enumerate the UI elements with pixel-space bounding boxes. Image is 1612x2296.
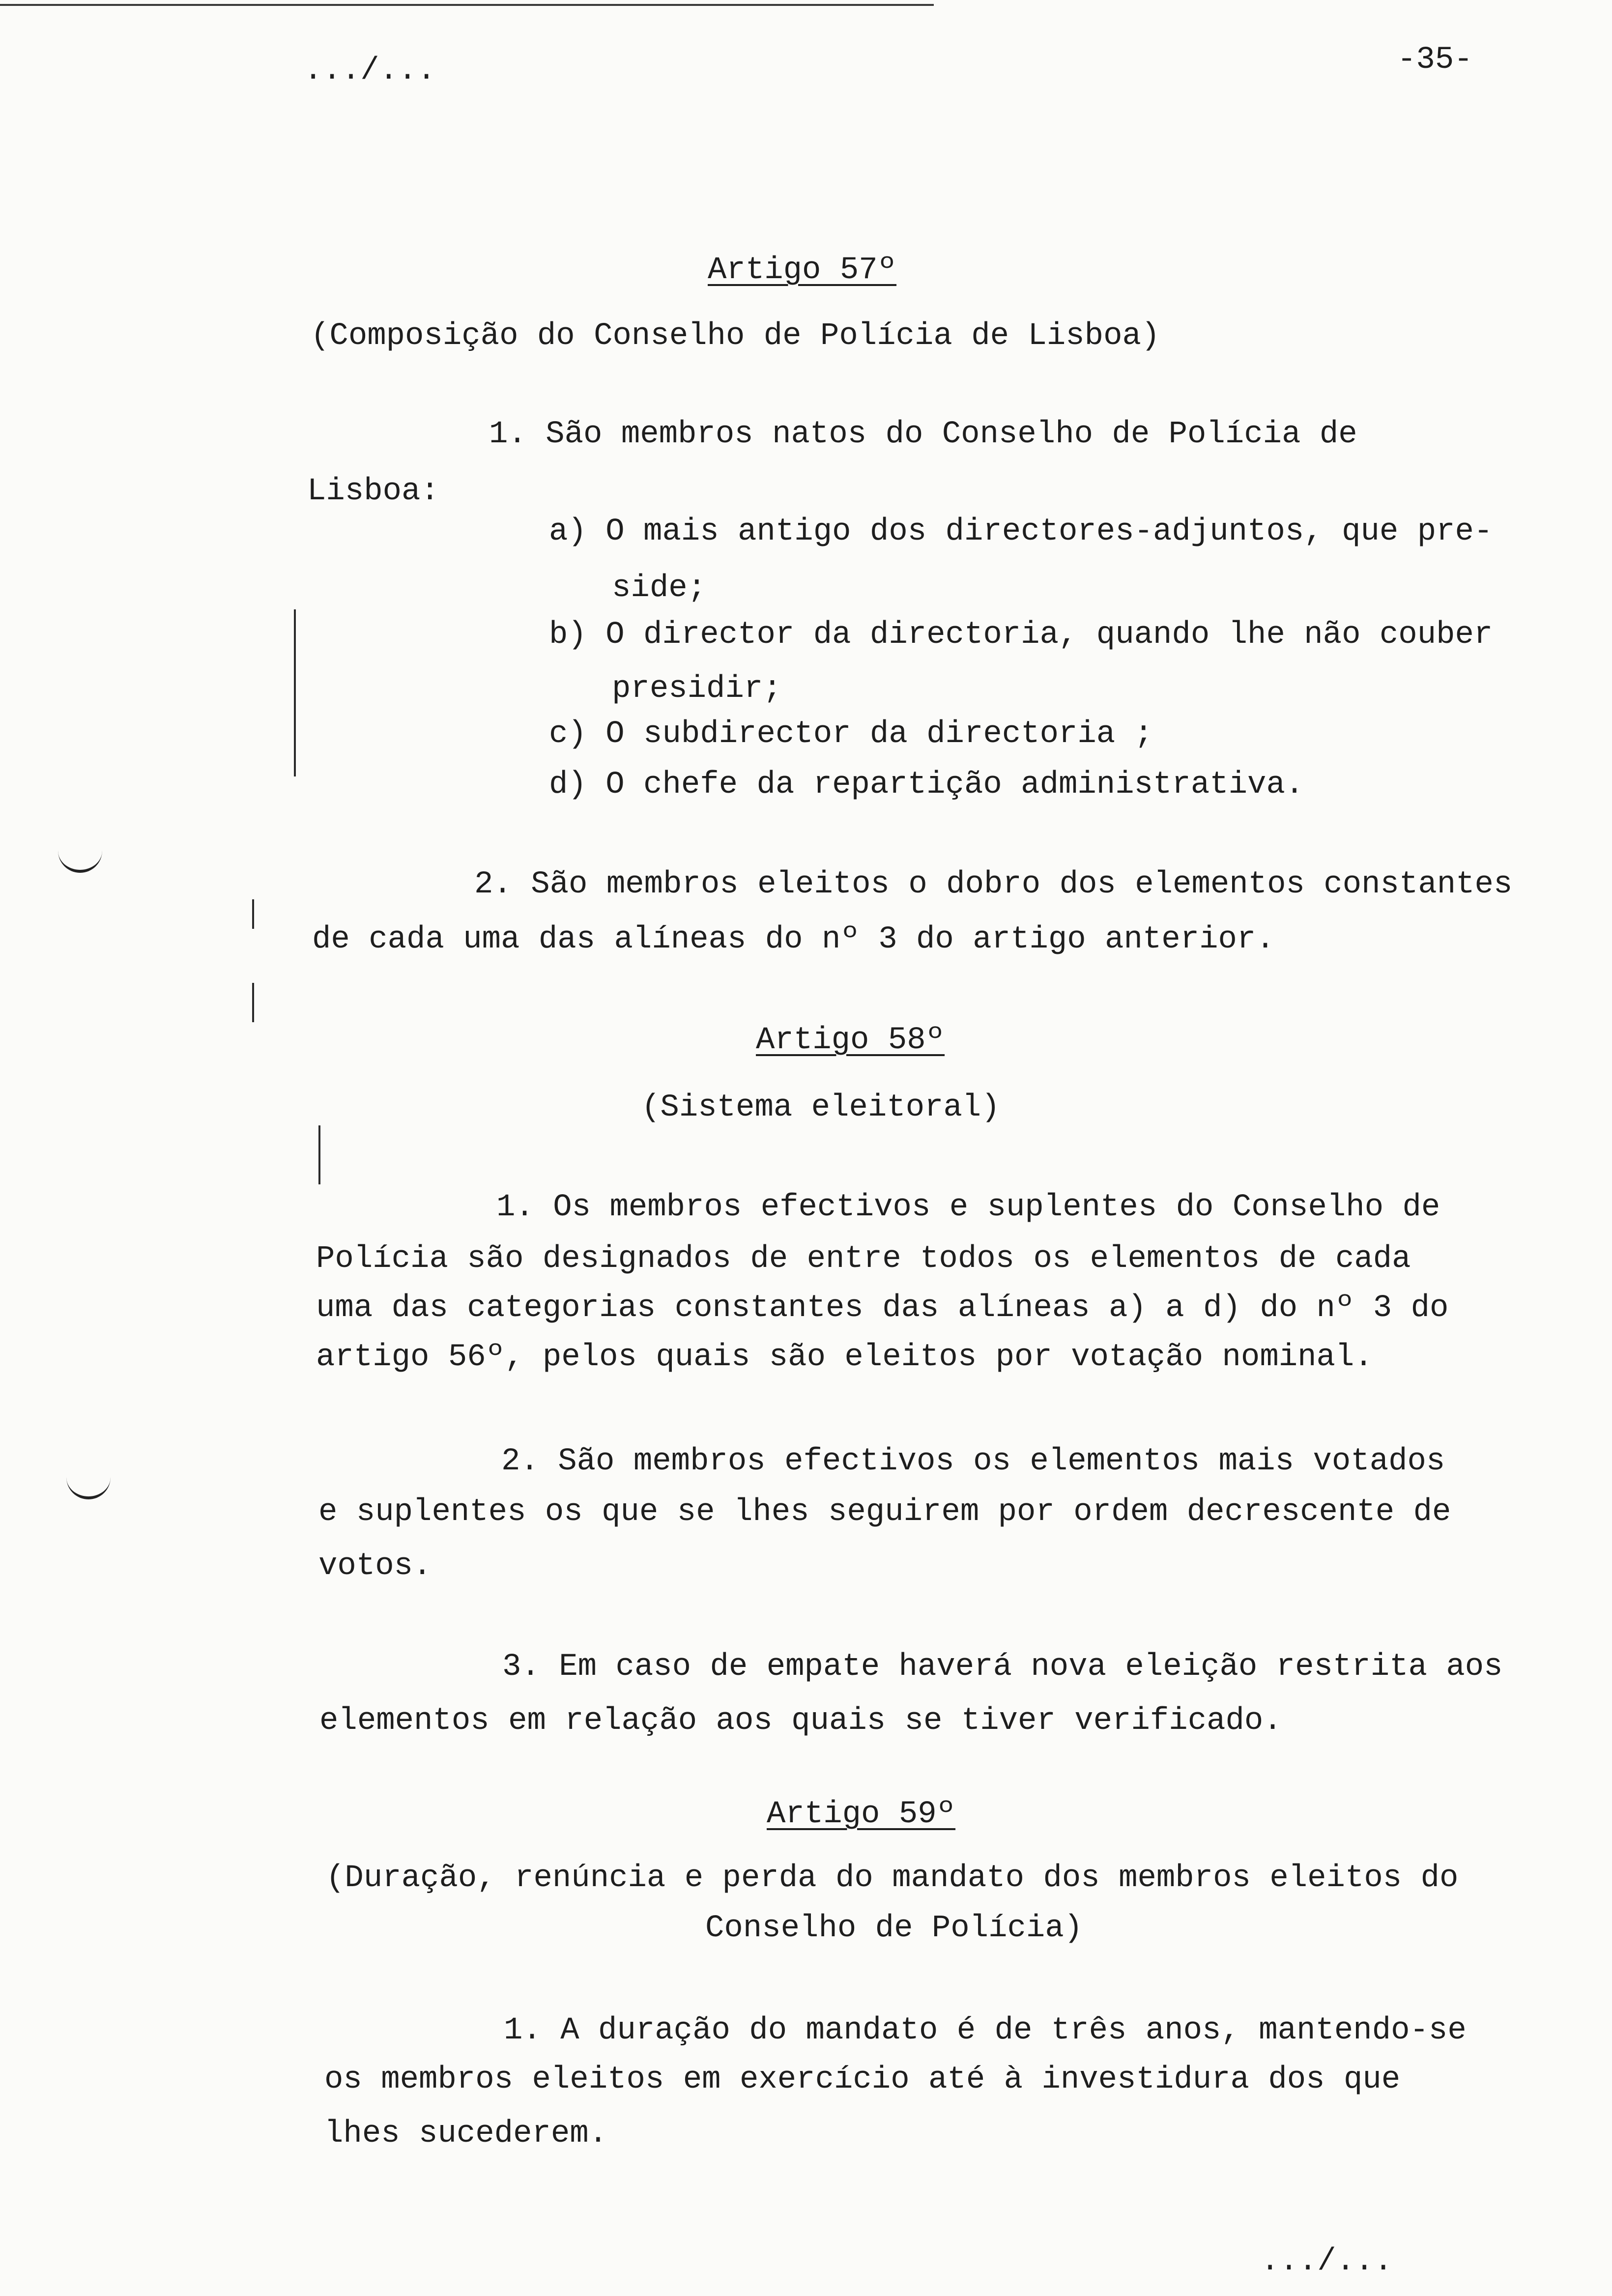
article-58-p1-line1: 1. Os membros efectivos e suplentes do Conselho de xyxy=(496,1190,1440,1225)
margin-arc xyxy=(58,845,102,873)
article-58-title: Artigo 58º xyxy=(756,1023,945,1058)
article-58-p1-line4: artigo 56º, pelos quais são eleitos por votação nominal. xyxy=(316,1340,1373,1375)
margin-bar xyxy=(294,609,296,776)
article-59-p1-line2: os membros eleitos em exercício até à investidura dos que xyxy=(324,2062,1401,2097)
article-58-p3-line2: elementos em relação aos quais se tiver verificado. xyxy=(319,1703,1282,1739)
article-57-item-a-line2: side; xyxy=(612,571,707,606)
article-58-p3-line1: 3. Em caso de empate haverá nova eleição restrita aos xyxy=(502,1649,1503,1685)
article-57-item-d: d) O chefe da repartição administrativa. xyxy=(549,767,1304,803)
article-58-subtitle: (Sistema eleitoral) xyxy=(641,1090,1000,1125)
article-59-p1-line3: lhes sucederem. xyxy=(324,2116,608,2152)
article-58-p2-line2: e suplentes os que se lhes seguirem por ordem decrescente de xyxy=(318,1494,1451,1530)
article-57-item-c: c) O subdirector da directoria ; xyxy=(549,717,1153,752)
article-57-item-a-line1: a) O mais antigo dos directores-adjuntos, que pre- xyxy=(549,514,1493,549)
margin-bar xyxy=(318,1125,320,1184)
header-continuation: .../... xyxy=(304,53,436,88)
margin-bar xyxy=(252,899,254,929)
article-57-p1-line1: 1. São membros natos do Conselho de Polícia de xyxy=(489,417,1357,452)
margin-arc xyxy=(66,1472,111,1499)
page-number: -35- xyxy=(1397,42,1473,78)
article-58-p1-line3: uma das categorias constantes das alíneas a) a d) do nº 3 do xyxy=(316,1291,1449,1326)
article-58-p2-line1: 2. São membros efectivos os elementos mais votados xyxy=(501,1444,1445,1479)
article-58-p1-line2: Polícia são designados de entre todos os elementos de cada xyxy=(316,1241,1411,1277)
article-59-p1-line1: 1. A duração do mandato é de três anos, mantendo-se xyxy=(504,2013,1467,2048)
margin-bar xyxy=(252,983,254,1022)
article-57-p1-line2: Lisboa: xyxy=(307,474,439,509)
article-57-item-b-line1: b) O director da directoria, quando lhe não couber xyxy=(549,617,1493,653)
article-59-subtitle-line1: (Duração, renúncia e perda do mandato dos membros eleitos do xyxy=(326,1861,1459,1896)
article-57-item-b-line2: presidir; xyxy=(612,671,782,707)
article-59-title: Artigo 59º xyxy=(767,1797,956,1832)
article-59-subtitle-line2: Conselho de Polícia) xyxy=(705,1911,1083,1946)
scan-top-line xyxy=(0,4,934,6)
footer-continuation: .../... xyxy=(1261,2244,1393,2279)
article-58-p2-line3: votos. xyxy=(318,1549,432,1584)
article-57-p2-line1: 2. São membros eleitos o dobro dos elementos constantes xyxy=(474,867,1513,902)
article-57-subtitle: (Composição do Conselho de Polícia de Lisboa) xyxy=(311,318,1160,354)
article-57-title: Artigo 57º xyxy=(708,253,897,288)
article-57-p2-line2: de cada uma das alíneas do nº 3 do artigo anterior. xyxy=(312,922,1275,957)
